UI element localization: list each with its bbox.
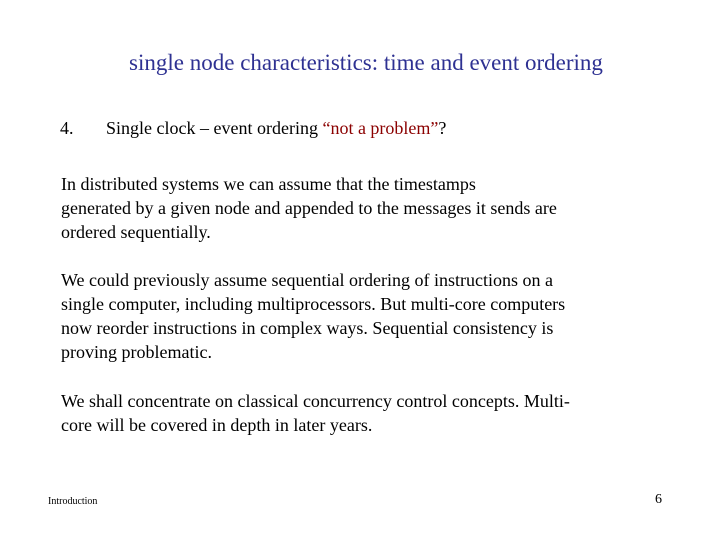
paragraph-sequential-ordering: We could previously assume sequential ordering of instructions on a single computer, including multiprocessors. But multi-core computers now reorder instructions in complex ways. Sequential consistency is proving problematic. <box>61 270 566 362</box>
slide-title: single node characteristics: time and event ordering <box>129 50 603 75</box>
item-text-before: Single clock – event ordering <box>106 118 323 138</box>
footer-section-label: Introduction <box>48 496 98 507</box>
item-text <box>106 118 446 139</box>
item-number: 4. <box>60 118 74 138</box>
paragraph-concurrency-control: We shall concentrate on classical concurrency control concepts. Multi- core will be covered in depth in later years. <box>61 391 570 435</box>
paragraph-timestamps: In distributed systems we can assume that the timestamps generated by a given node and appended to the messages it sends are ordered sequentially. <box>61 174 557 242</box>
page-number: 6 <box>655 492 662 507</box>
item-text-after: ? <box>438 118 447 138</box>
item-highlight: “not a problem” <box>322 118 439 138</box>
